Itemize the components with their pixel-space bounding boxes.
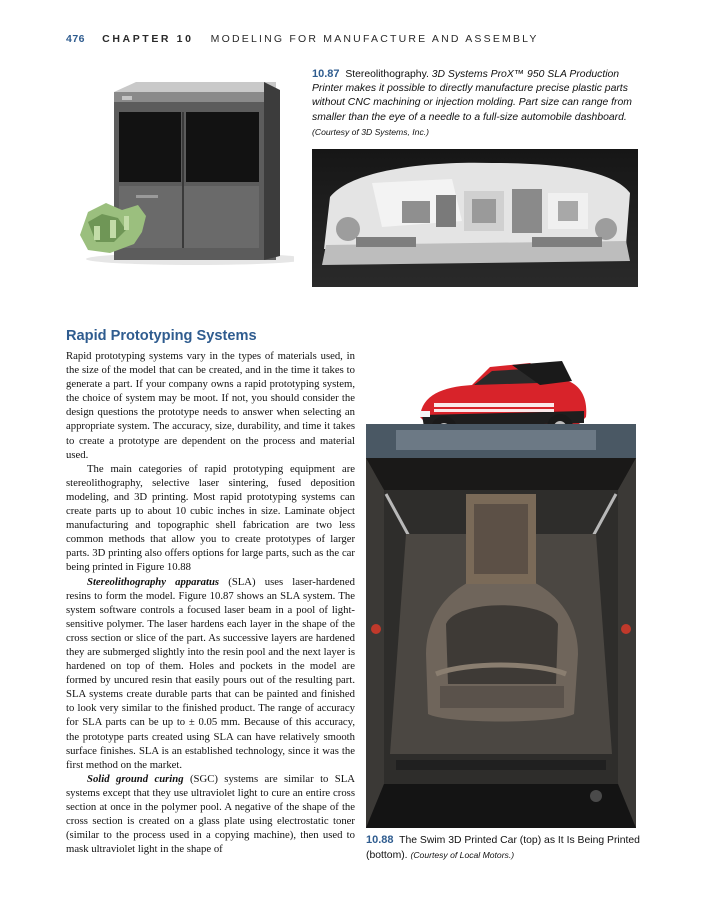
paragraph-2: The main categories of rapid prototyping equipment are stereolithography, selective laser sintering, fused deposition modeling, and 3D printing. Most rapid prototyping systems can create parts up to about 10 cubic inches in size. Laminate object manufacturing and topographic shell fabrication are two less common methods that allow you to create prototypes of larger parts. 3D printing also offers options for large parts, such as the car being printed in Figure 10.88: [66, 462, 355, 574]
paragraph-4: [66, 772, 355, 857]
page-number: 476: [66, 33, 86, 45]
term-stereolithography-apparatus: Stereolithography apparatus: [87, 575, 220, 588]
paragraph-1: Rapid prototyping systems vary in the types of materials used, in the size of the model that can be created, and in the time it takes to generate a part. If your company owns a rapid prototyping system, the choice of system may be moot. If not, you should consider the design questions the prototype needs to answer when selecting an appropriate system. The accuracy, size, durability, and time it takes to create a prototype are dependent on the process and material used.: [66, 350, 355, 461]
figure-10-87-description: 3D Systems ProX™ 950 SLA Production Printer makes it possible to directly manufacture precise plastic parts without CNC machining or injection molding. Part size can range from smaller than the eye of a needle to a full-size automobile dashboard.: [312, 69, 632, 123]
paragraph-3-text: (SLA) uses laser-hardened resins to form the model. Figure 10.87 shows an SLA system. The system software controls a focused laser beam in a pool of light-sensitive polymer. The laser hardens each layer in the shape of the cross section or slice of the part. As successive layers are hardened they are submerged slightly into the resin pool and the next layer is hardened on top of them. Holes and pockets in the model are formed by uncured resin that easily pours out of the resulting part. SLA systems create durable parts that can be painted and finished to look very similar to the finished product. The range of accuracy for SLA parts can be up to ± 0.05 mm. Because of this accuracy, the prototype parts created using SLA can have relatively smooth surface finishes. SLA is an established technology, since it was the first method on the market.: [66, 575, 355, 771]
running-header: [66, 33, 626, 49]
chapter-title: MODELING FOR MANUFACTURE AND ASSEMBLY: [210, 33, 539, 45]
figure-10-87-number: 10.87: [312, 68, 340, 80]
figure-10-88-number: 10.88: [366, 834, 394, 846]
figure-10-87-credit: (Courtesy of 3D Systems, Inc.): [312, 126, 430, 137]
printed-dashboard-illustration: [312, 149, 638, 287]
body-text: [66, 349, 355, 856]
car-printing-photo: [366, 424, 636, 828]
figure-10-88-title: The Swim 3D Printed Car (top) as It Is Being Printed (bottom).: [366, 835, 640, 862]
figure-10-87-caption: [312, 67, 638, 140]
dashboard-photo: [312, 149, 638, 287]
sla-printer-photo: [66, 60, 294, 270]
paragraph-4-text: (SGC) systems are similar to SLA systems except that they use ultraviolet light to cure an entire cross section at once in the polymer pool. A negative of the shape of the cross section is created on a glass plate using electrostatic toner (similar to the process used in a copying machine), then used to mask ultraviolet light in the shape of: [66, 772, 355, 856]
figure-10-87-title: Stereolithography.: [345, 69, 429, 80]
figure-10-88-credit: (Courtesy of Local Motors.): [410, 850, 515, 861]
chapter-label: CHAPTER 10: [102, 33, 194, 45]
figure-10-88-caption: [366, 833, 642, 863]
sla-printer-illustration: [66, 60, 294, 270]
section-heading: Rapid Prototyping Systems: [66, 328, 257, 344]
paragraph-3: [66, 575, 355, 772]
term-solid-ground-curing: Solid ground curing: [87, 772, 184, 785]
car-printing-illustration: [366, 424, 636, 828]
